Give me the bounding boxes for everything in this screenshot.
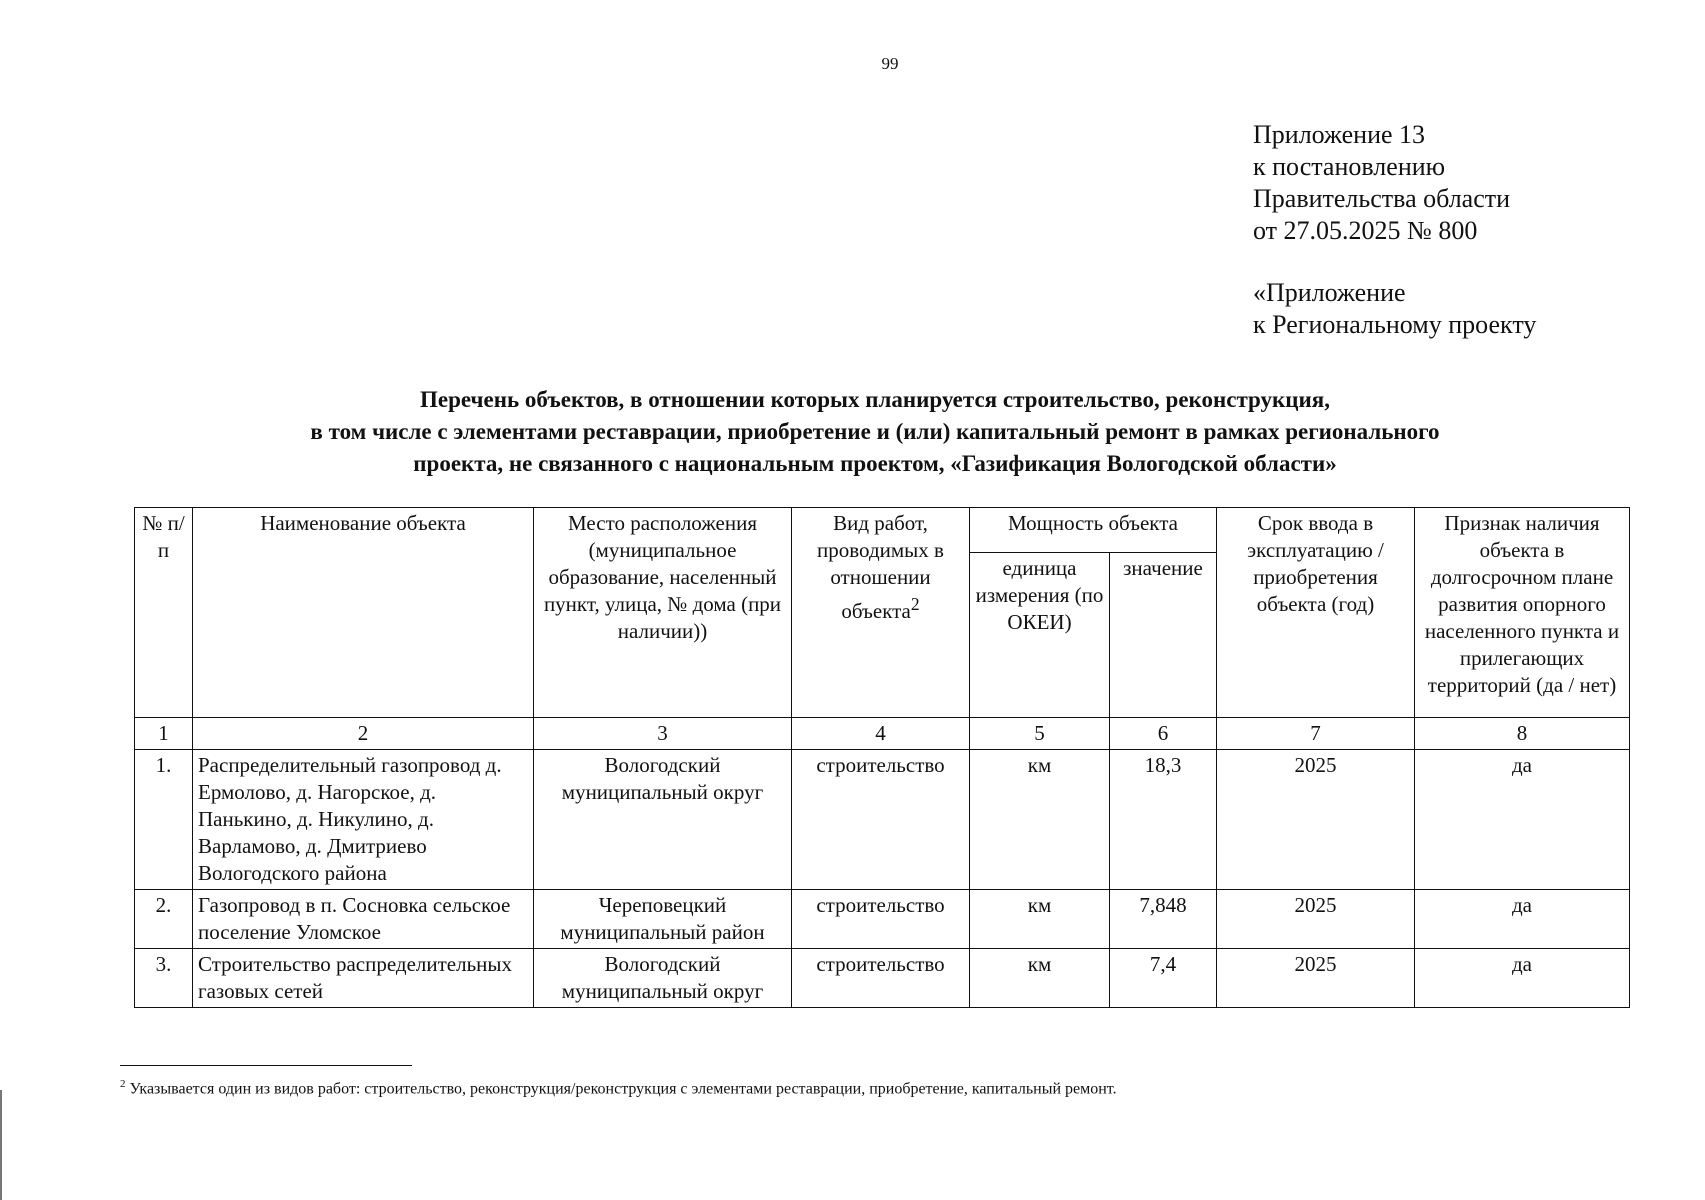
row-work-type: строительство (792, 949, 970, 1008)
column-number: 4 (792, 718, 970, 750)
row-work-type: строительство (792, 750, 970, 890)
table-header-row (135, 508, 1630, 553)
footnote (120, 1074, 1117, 1099)
row-name: Газопровод в п. Сосновка сельское поселение Уломское (193, 890, 534, 949)
column-number: 8 (1415, 718, 1630, 750)
appendix-line: к постановлению (1253, 152, 1446, 181)
row-plan-flag: да (1415, 750, 1630, 890)
column-number-row (135, 718, 1630, 750)
row-name: Распределительный газопровод д. Ермолово, д. Нагорское, д. Панькино, д. Никулино, д. Варламово, д. Дмитриево Вологодского района (193, 750, 534, 890)
appendix-line: Приложение 13 (1253, 120, 1426, 149)
header-work-type (792, 508, 970, 718)
header-num: № п/п (135, 508, 193, 718)
header-unit: единица измерения (по ОКЕИ) (970, 553, 1110, 718)
header-work-type-text: Вид работ, проводимых в отношении объекта (817, 511, 944, 623)
row-term: 2025 (1217, 949, 1415, 1008)
scan-edge-mark (0, 1090, 2, 1200)
appendix-line: Правительства области (1253, 184, 1511, 213)
row-unit: км (970, 890, 1110, 949)
header-value: значение (1110, 553, 1217, 718)
column-number: 6 (1110, 718, 1217, 750)
appendix-line: «Приложение (1253, 278, 1406, 307)
column-number: 5 (970, 718, 1110, 750)
row-location: Вологодский муниципальный округ (534, 750, 792, 890)
row-unit: км (970, 750, 1110, 890)
column-number: 3 (534, 718, 792, 750)
column-number: 2 (193, 718, 534, 750)
row-term: 2025 (1217, 750, 1415, 890)
title-line: Перечень объектов, в отношении которых планируется строительство, реконструкция, (420, 387, 1330, 412)
row-term: 2025 (1217, 890, 1415, 949)
row-plan-flag: да (1415, 890, 1630, 949)
header-name: Наименование объекта (193, 508, 534, 718)
row-plan-flag: да (1415, 949, 1630, 1008)
row-value: 18,3 (1110, 750, 1217, 890)
row-num: 3. (135, 949, 193, 1008)
table-row (135, 890, 1630, 949)
header-location: Место расположения (муниципальное образование, населенный пункт, улица, № дома (при наличии)) (534, 508, 792, 718)
row-location: Вологодский муниципальный округ (534, 949, 792, 1008)
row-work-type: строительство (792, 890, 970, 949)
table-row (135, 949, 1630, 1008)
table-row (135, 750, 1630, 890)
document-title (130, 384, 1620, 480)
column-number: 7 (1217, 718, 1415, 750)
title-line: проекта, не связанного с национальным проектом, «Газификация Вологодской области» (413, 451, 1337, 476)
row-name: Строительство распределительных газовых сетей (193, 949, 534, 1008)
row-location: Череповецкий муниципальный район (534, 890, 792, 949)
appendix-line: к Региональному проекту (1253, 310, 1537, 339)
header-plan-flag: Признак наличия объекта в долгосрочном плане развития опорного населенного пункта и прилегающих территорий (да / нет) (1415, 508, 1630, 718)
objects-table (134, 507, 1630, 1008)
page-number: 99 (881, 54, 899, 73)
header-capacity: Мощность объекта (970, 508, 1217, 553)
row-num: 2. (135, 890, 193, 949)
row-unit: км (970, 949, 1110, 1008)
title-line: в том числе с элементами реставрации, приобретение и (или) капитальный ремонт в рамках регионального (310, 419, 1440, 444)
column-number: 1 (135, 718, 193, 750)
row-value: 7,4 (1110, 949, 1217, 1008)
header-term: Срок ввода в эксплуатацию /приобретения объекта (год) (1217, 508, 1415, 718)
footnote-mark: 2 (120, 1078, 126, 1090)
footnote-ref: 2 (910, 594, 920, 614)
row-num: 1. (135, 750, 193, 890)
footnote-divider (120, 1065, 412, 1066)
row-value: 7,848 (1110, 890, 1217, 949)
footnote-text: Указывается один из видов работ: строительство, реконструкция/реконструкция с элементами реставрации, приобретение, капитальный ремонт. (129, 1080, 1117, 1098)
appendix-line: от 27.05.2025 № 800 (1253, 216, 1478, 245)
appendix-block (1253, 119, 1536, 341)
spacer (1253, 247, 1536, 277)
